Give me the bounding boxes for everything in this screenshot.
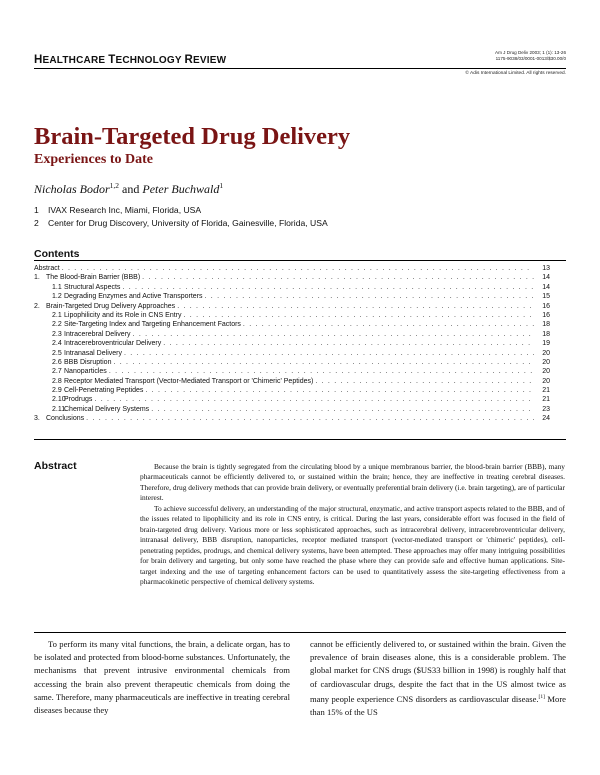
article-subtitle: Experiences to Date (34, 152, 153, 167)
toc-entry-title: Chemical Delivery Systems (64, 405, 150, 413)
toc-entry-title: Receptor Mediated Transport (Vector-Mediated Transport or 'Chimeric' Peptides) (64, 377, 314, 385)
toc-leader-dots (124, 349, 534, 358)
contents-heading: Contents (34, 248, 80, 260)
toc-entry[interactable] (34, 320, 550, 329)
toc-entry[interactable] (34, 292, 550, 301)
toc-entry-page: 21 (542, 387, 550, 395)
toc-leader-dots (177, 302, 534, 311)
toc-leader-dots (94, 395, 534, 404)
toc-leader-dots (184, 311, 535, 320)
author-line (34, 181, 223, 197)
toc-entry-page: 14 (542, 274, 550, 282)
toc-entry[interactable] (34, 414, 550, 423)
header-rule (34, 68, 566, 69)
affiliation-number: 1 (34, 205, 39, 215)
toc-entry-page: 16 (542, 311, 550, 319)
toc-entry[interactable] (34, 395, 550, 404)
toc-entry-number: 2.3 (52, 330, 62, 338)
toc-entry-page: 13 (542, 265, 550, 272)
toc-entry-page: 20 (542, 368, 550, 376)
toc-leader-dots (62, 264, 534, 273)
toc-entry[interactable] (34, 386, 550, 395)
abstract-text (140, 462, 565, 587)
abstract-paragraph: To achieve successful delivery, an understanding of the major structural, enzymatic, and active transport aspects related to the BBB, and of the issues related to lipophilicity and its role in CNS entry, is critical. During the last years, considerable effort was focused in the field of brain-targeted drug delivery. Various more or less sophisticated approaches, such as intracerebral delivery, intracerebroventricular delivery, intranasal delivery, BBB disruption, nanoparticles, receptor mediated transport (vector-mediated transport or 'chimeric' peptides), cell-penetrating peptides, prodrugs, and chemical delivery systems, have been attempted. These approaches may offer many intriguing possibilities for brain delivery and targeting, but only some have reached the phase where they can provide safe and effective human applications. Site-target indexing and the use of targeting enhancement factors can be used to quantitatively assess the site-targeting effectiveness from a pharmacokinetic perspective of chemical delivery systems. (140, 503, 565, 586)
toc-entry-page: 20 (542, 349, 550, 357)
journal-initial: R (184, 54, 194, 66)
toc-leader-dots (109, 367, 534, 376)
journal-name-part: EALTHCARE (42, 55, 109, 66)
toc-entry-page: 20 (542, 377, 550, 385)
toc-leader-dots (151, 405, 534, 414)
toc-leader-dots (133, 330, 534, 339)
issn-line: 1175-9038/03/0001-0013/$30.00/0 (495, 56, 566, 62)
toc-entry-number: 2.5 (52, 349, 62, 357)
journal-name-part: ECHNOLOGY (115, 55, 185, 66)
body-column-right (310, 638, 566, 719)
toc-leader-dots (163, 339, 534, 348)
toc-entry-title: Structural Aspects (64, 283, 121, 291)
toc-entry-number: 2.8 (52, 377, 62, 385)
contents-bottom-rule (34, 439, 566, 440)
toc-entry-title: Intranasal Delivery (64, 349, 122, 357)
affiliation (34, 218, 328, 228)
toc-entry-page: 18 (542, 321, 550, 329)
toc-entry-page: 15 (542, 293, 550, 301)
affiliation-text: Center for Drug Discovery, University of Florida, Gainesville, Florida, USA (48, 218, 328, 228)
affiliation (34, 205, 201, 215)
toc-entry-title: Nanoparticles (64, 368, 107, 376)
abstract-paragraph: Because the brain is tightly segregated from the circulating blood by a unique membranous barrier, the blood-brain barrier (BBB), many pharmaceuticals cannot be efficiently delivered to, or sustained within the brain; hence, they are ineffective in treating cerebral diseases. Therefore, drug delivery methods that can provide brain delivery, or eventually preferential brain delivery (i.e. brain targeting), are of particular interest. (140, 462, 565, 503)
toc-entry[interactable] (34, 377, 550, 386)
toc-entry-number: 1.2 (52, 293, 62, 301)
toc-entry-title: Abstract (34, 265, 60, 272)
toc-entry-number: 1. (34, 274, 40, 282)
body-paragraph (310, 638, 566, 719)
toc-entry-number: 2. (34, 302, 40, 310)
author-affiliation-mark: 1,2 (109, 181, 120, 190)
abstract-heading: Abstract (34, 460, 77, 472)
journal-initial: T (108, 54, 116, 66)
body-paragraph: To perform its many vital functions, the brain, a delicate organ, has to be isolated and protected from blood-borne substances. Unfortunately, the mechanisms that prevent intrusive environmental chemicals from accessing the brain also prevent therapeutic chemicals from doing the same. Therefore, many pharmaceuticals are ineffective in treating cerebral diseases because they (34, 639, 290, 716)
toc-entry[interactable] (34, 330, 550, 339)
toc-entry-number: 2.10 (52, 396, 66, 404)
toc-entry-number: 1.1 (52, 283, 62, 291)
toc-entry-title: Intracerebroventricular Delivery (64, 340, 162, 348)
toc-entry-number: 2.11 (52, 405, 66, 413)
toc-entry[interactable] (34, 264, 550, 273)
toc-entry[interactable] (34, 358, 550, 367)
toc-entry-page: 18 (542, 330, 550, 338)
journal-name (34, 54, 226, 66)
affiliation-number: 2 (34, 218, 39, 228)
toc-entry-title: Brain-Targeted Drug Delivery Approaches (46, 302, 176, 310)
affiliation-text: IVAX Research Inc, Miami, Florida, USA (48, 205, 202, 215)
table-of-contents (34, 264, 550, 424)
toc-entry[interactable] (34, 405, 550, 414)
toc-entry-page: 20 (542, 358, 550, 366)
toc-leader-dots (315, 377, 534, 386)
toc-leader-dots (142, 273, 534, 282)
journal-name-part: EVIEW (193, 55, 227, 66)
toc-entry-title: BBB Disruption (64, 358, 112, 366)
toc-entry-title: The Blood-Brain Barrier (BBB) (46, 274, 141, 282)
toc-entry-title: Intracerebral Delivery (64, 330, 131, 338)
toc-entry-page: 16 (542, 302, 550, 310)
toc-entry-title: Conclusions (46, 415, 85, 423)
citation-line: Am J Drug Deliv 2003; 1 (1): 13-26 (495, 50, 566, 55)
body-text: cannot be efficiently delivered to, or sustained within the brain. Given the prevalence of brain diseases alone, this is a considerable problem. The global market for CNS drugs ($US33 billion in 1998) is roughly half that of cardiovascular drugs, despite the fact that in the US almost twice as many people experience CNS disorders as cardiovascular disease. (310, 639, 566, 704)
toc-entry-page: 23 (542, 405, 550, 413)
author-name: Nicholas Bodor (34, 182, 110, 196)
toc-entry-number: 2.4 (52, 340, 62, 348)
toc-entry-page: 21 (542, 396, 550, 404)
toc-entry-number: 2.9 (52, 387, 62, 395)
toc-leader-dots (145, 386, 534, 395)
toc-entry-number: 2.6 (52, 358, 62, 366)
toc-entry[interactable] (34, 283, 550, 292)
toc-leader-dots (243, 320, 534, 329)
toc-entry-page: 14 (542, 283, 550, 291)
toc-entry-page: 19 (542, 340, 550, 348)
toc-entry-title: Site-Targeting Index and Targeting Enhancement Factors (64, 321, 241, 329)
author-affiliation-mark: 1 (219, 181, 224, 190)
toc-leader-dots (86, 414, 534, 423)
body-text: More than 15% of the US (310, 693, 566, 717)
copyright-notice: © Adis International Limited. All rights reserved. (465, 71, 566, 76)
journal-citation (495, 50, 566, 63)
toc-entry[interactable] (34, 349, 550, 358)
toc-entry[interactable] (34, 367, 550, 376)
toc-entry[interactable] (34, 311, 550, 320)
toc-entry-title: Lipophilicity and its Role in CNS Entry (64, 311, 182, 319)
abstract-bottom-rule (34, 632, 566, 633)
toc-entry-number: 2.1 (52, 311, 62, 319)
contents-rule (34, 260, 566, 261)
author-connector: and (119, 182, 143, 196)
toc-entry-title: Cell-Penetrating Peptides (64, 387, 144, 395)
citation-reference[interactable]: [1] (538, 693, 545, 700)
toc-entry-title: Prodrugs (64, 396, 93, 404)
toc-leader-dots (113, 358, 534, 367)
body-column-left (34, 638, 290, 717)
toc-entry[interactable] (34, 273, 550, 282)
author-name: Peter Buchwald (142, 182, 220, 196)
toc-entry[interactable] (34, 302, 550, 311)
article-title: Brain-Targeted Drug Delivery (34, 123, 351, 150)
toc-entry-number: 2.2 (52, 321, 62, 329)
toc-leader-dots (122, 283, 534, 292)
toc-entry-number: 2.7 (52, 368, 62, 376)
toc-entry-page: 24 (542, 415, 550, 423)
toc-entry-title: Degrading Enzymes and Active Transporters (64, 293, 203, 301)
toc-entry[interactable] (34, 339, 550, 348)
toc-entry-number: 3. (34, 415, 40, 423)
journal-initial: H (34, 54, 43, 66)
toc-leader-dots (205, 292, 534, 301)
